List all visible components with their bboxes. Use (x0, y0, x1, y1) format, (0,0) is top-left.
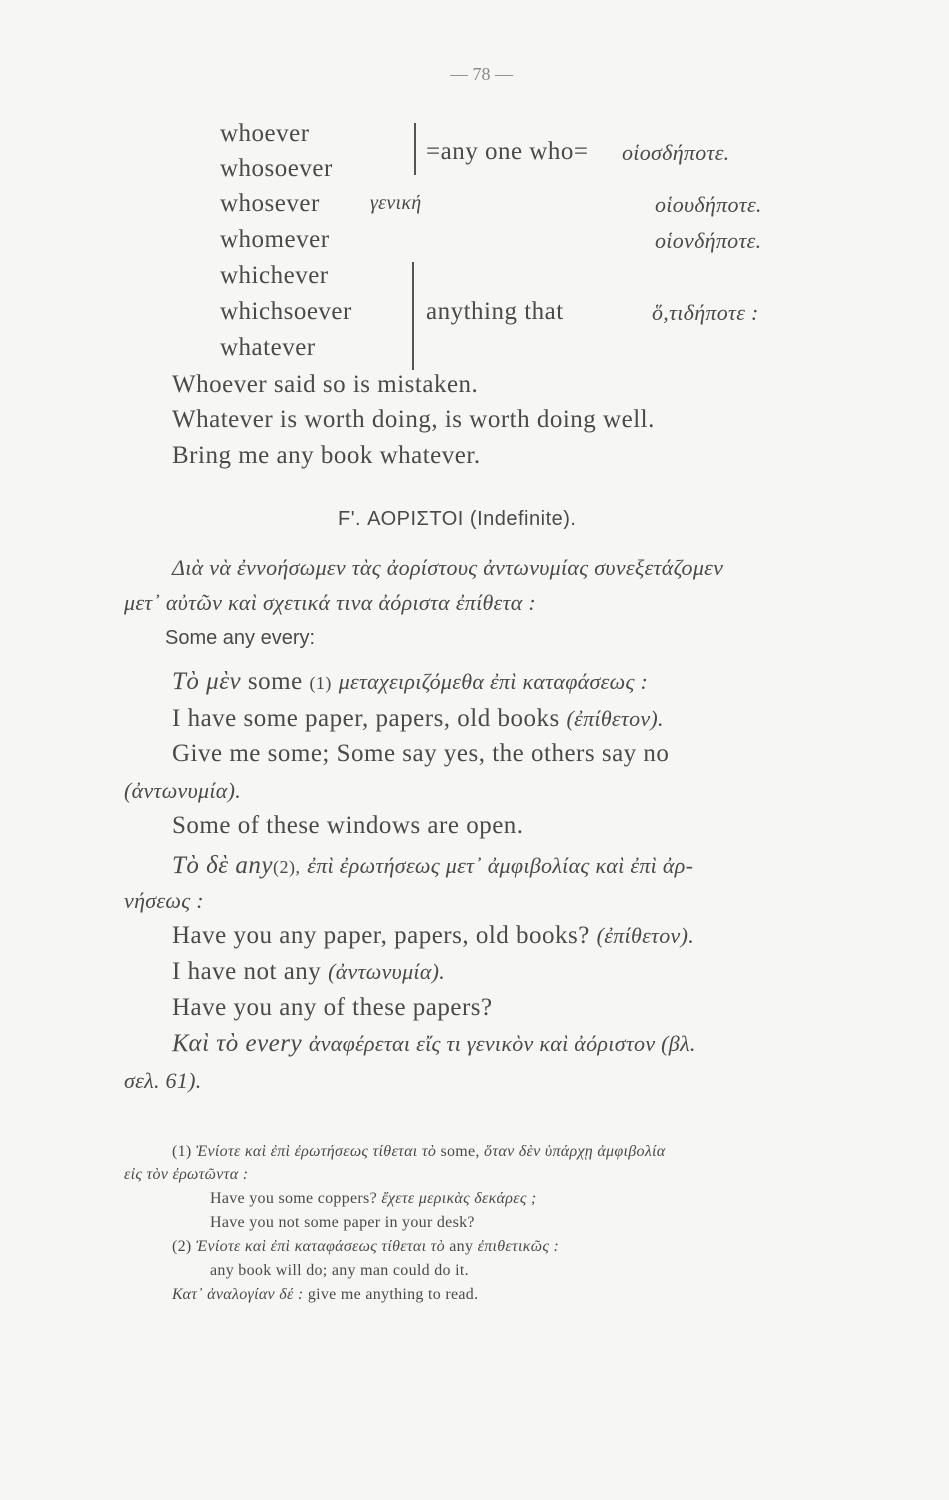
any-example-3: Have you any of these papers? (172, 994, 493, 1021)
every-intro-word: every (245, 1030, 303, 1057)
footnote-1-example-1-greek: ἔχετε μερικὰς δεκάρες ; (381, 1190, 537, 1207)
any-example-1 (172, 922, 694, 950)
any-intro-mark: (2), (273, 857, 301, 877)
brace-line (414, 123, 416, 175)
intro-line-1: Διὰ νὰ ἐννοήσωμεν τὰς ἀορίστους ἀντωνυμίας συνεξετάζομεν (172, 555, 724, 580)
some-example-1 (172, 705, 664, 733)
footnote-2-any: any (449, 1238, 474, 1255)
footnote-1 (172, 1143, 666, 1161)
footnote-2-greek-2: ἐπιθετικῶς : (477, 1238, 560, 1255)
subheading: Some any every: (165, 627, 316, 649)
any-example-1-greek: (ἐπίθετον). (596, 923, 695, 948)
any-example-2 (172, 958, 445, 986)
footnote-1-example-1-text: Have you some coppers? (210, 1190, 377, 1207)
every-intro-greek: ἀναφέρεται εἴς τι γενικὸν καὶ ἀόριστον (βλ. (308, 1031, 696, 1056)
footnote-1-greek-2: ὅταν δὲν ὑπάρχῃ ἀμφιβολία (484, 1143, 666, 1160)
some-intro-word: some (247, 668, 303, 695)
any-example-1-text: Have you any paper, papers, old books? (172, 922, 590, 949)
greek-gloss-3: οἱουδήποτε. (655, 192, 762, 217)
some-example-3: Some of these windows are open. (172, 812, 524, 839)
table-word-whichsoever: whichsoever (220, 298, 352, 325)
every-intro (172, 1030, 696, 1058)
any-intro-word: any (235, 852, 273, 879)
footnote-1-some: some, (440, 1143, 480, 1160)
some-intro-prefix: Τὸ μὲν (172, 668, 242, 695)
intro-line-2: μετ᾽ αὐτῶν καὶ σχετικά τινα ἀόριστα ἐπίθετα : (124, 590, 537, 615)
footnote-2 (172, 1238, 559, 1256)
brace-line-2 (412, 262, 414, 370)
any-intro (172, 852, 693, 880)
some-example-1-greek: (ἐπίθετον). (566, 706, 664, 731)
page-number: — 78 — (450, 64, 513, 84)
footnote-3 (172, 1286, 478, 1304)
some-intro-greek: μεταχειριζόμεθα ἐπὶ καταφάσεως : (338, 669, 649, 694)
gloss-anything-that: anything that (426, 298, 564, 325)
example-line-3: Bring me any book whatever. (172, 442, 481, 469)
greek-gloss-6: ὅ,τιδήποτε : (652, 300, 759, 325)
any-intro-greek-2: νήσεως : (124, 888, 204, 913)
example-line-1: Whoever said so is mistaken. (172, 371, 479, 398)
any-intro-prefix: Τὸ δὲ (172, 852, 229, 879)
example-line-2: Whatever is worth doing, is worth doing well. (172, 406, 655, 433)
footnote-1-line-2: εἰς τὸν ἐρωτῶντα : (124, 1166, 249, 1183)
section-heading: F'. ΑΟΡΙΣΤΟΙ (Indefinite). (338, 508, 577, 530)
some-intro (172, 668, 648, 696)
every-intro-prefix: Καὶ τὸ (172, 1030, 239, 1057)
footnote-1-mark: (1) (172, 1143, 192, 1160)
table-word-whosever: whosever (220, 190, 320, 217)
footnote-3-example: give me anything to read. (307, 1286, 479, 1303)
footnote-2-example: any book will do; any man could do it. (210, 1262, 469, 1279)
greek-gloss-1: οἱοσδήποτε. (622, 140, 730, 165)
some-example-2-greek: (ἀντωνυμία). (124, 778, 242, 803)
footnote-3-greek: Κατ᾽ ἀναλογίαν δέ : (172, 1286, 304, 1303)
gloss-any-one-who: =any one who= (426, 138, 589, 165)
footnote-1-greek: Ἐνίοτε καὶ ἐπὶ ἐρωτήσεως τίθεται τὸ (195, 1143, 437, 1160)
footnote-2-mark: (2) (172, 1238, 192, 1255)
footnote-2-greek: Ἐνίοτε καὶ ἐπὶ καταφάσεως τίθεται τὸ (195, 1238, 445, 1255)
genitive-note: γενική (370, 192, 422, 214)
some-example-2: Give me some; Some say yes, the others say no (172, 740, 670, 767)
table-word-whosoever: whosoever (220, 155, 333, 182)
table-word-whichever: whichever (220, 262, 329, 289)
every-intro-greek-2: σελ. 61). (124, 1068, 202, 1093)
any-example-2-greek: (ἀντωνυμία). (328, 959, 446, 984)
some-intro-mark: (1) (309, 673, 332, 693)
some-example-1-text: I have some paper, papers, old books (172, 705, 560, 732)
table-word-whomever: whomever (220, 226, 330, 253)
table-word-whoever: whoever (220, 120, 310, 147)
footnote-1-example-2: Have you not some paper in your desk? (210, 1214, 475, 1231)
any-example-2-text: I have not any (172, 958, 322, 985)
footnote-1-example-1 (210, 1190, 537, 1208)
any-intro-greek: ἐπὶ ἐρωτήσεως μετ᾽ ἀμφιβολίας καὶ ἐπὶ ἀρ- (307, 853, 694, 878)
greek-gloss-4: οἱονδήποτε. (655, 228, 762, 253)
table-word-whatever: whatever (220, 334, 316, 361)
